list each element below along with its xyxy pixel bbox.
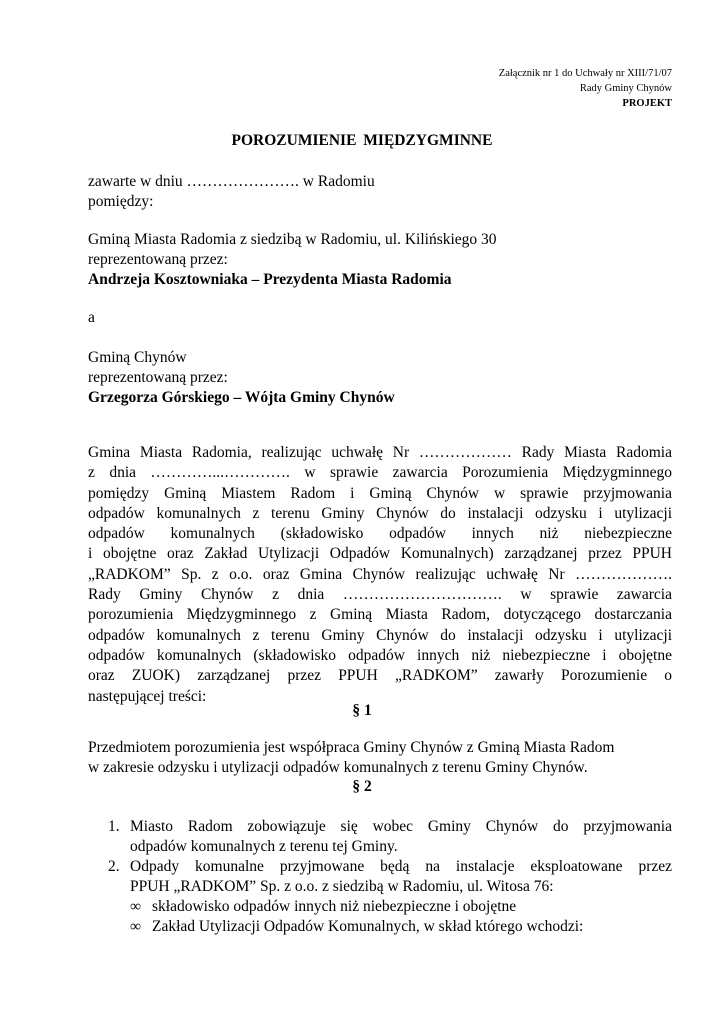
preamble-line: pomiędzy Gminą Miastem Radom i Gminą Chynów w sprawie przyjmowania [88, 484, 672, 502]
intro-line-2: pomiędzy: [88, 193, 154, 210]
preamble-line: Rady Gminy Chynów z dnia …………………………. w sprawie zawarcia [88, 586, 672, 604]
party-2-paragraph [88, 348, 672, 408]
list-item-line: odpadów komunalnych z terenu tej Gminy. [130, 838, 398, 855]
preamble-line: odpadów komunalnych z terenu Gminy Chynów do instalacji odzysku i utylizacji [88, 626, 672, 644]
infinity-bullet-icon: ∞ [130, 918, 142, 935]
list-item-line: Miasto Radom zobowiązuje się wobec Gminy Chynów do przyjmowania [130, 818, 672, 835]
list-item [88, 817, 672, 857]
infinity-bullet-icon: ∞ [130, 898, 142, 915]
bullet-item [88, 917, 672, 937]
attachment-note-line-2: Rady Gminy Chynów [579, 83, 672, 94]
intro-paragraph [88, 172, 672, 212]
preamble-line: oraz ZUOK) zarządzanej przez PPUH „RADKOM” zawarły Porozumienie o [88, 667, 672, 685]
preamble-line: odpadów komunalnych (składowisko odpadów innych niż niebezpieczne i obojętne [88, 646, 672, 664]
bullet-item-text: Zakład Utylizacji Odpadów Komunalnych, w skład którego wchodzi: [152, 918, 584, 935]
document-title: POROZUMIENIE MIĘDZYGMINNE [231, 132, 493, 149]
intro-line-1: zawarte w dniu …………………. w Radomiu [88, 173, 375, 190]
section-1-line: Przedmiotem porozumienia jest współpraca Gminy Chynów z Gminą Miasta Radom [88, 739, 615, 756]
list-item-number: 1. [108, 818, 120, 835]
party-2-name: Gminą Chynów [88, 349, 187, 366]
party-1-representative: Andrzeja Kosztowniaka – Prezydenta Miasta Radomia [88, 271, 452, 288]
list-item [88, 857, 672, 897]
preamble-line: odpadów komunalnych (składowisko odpadów innych niż niebezpieczne [88, 525, 672, 543]
party-1-represented-by: reprezentowaną przez: [88, 251, 228, 268]
project-label: PROJEKT [622, 98, 672, 109]
conjunction [88, 308, 672, 328]
preamble-line: „RADKOM” Sp. z o.o. oraz Gmina Chynów realizując uchwałę Nr ………………. [88, 565, 672, 583]
preamble-line: z dnia …………...…………. w sprawie zawarcia Porozumienia Międzygminnego [88, 464, 672, 482]
party-2-representative: Grzegorza Górskiego – Wójta Gminy Chynów [88, 389, 395, 406]
attachment-note-line-1: Załącznik nr 1 do Uchwały nr XIII/71/07 [498, 68, 672, 79]
preamble-line: Gmina Miasta Radomia, realizując uchwałę Nr ……………… Rady Miasta Radomia [88, 444, 672, 461]
list-item-line: Odpady komunalne przyjmowane będą na instalacje eksploatowane przez [130, 858, 672, 875]
section-1-mark: § 1 [352, 702, 372, 719]
section-2-mark: § 2 [352, 778, 372, 795]
preamble-line: następującej treści: [88, 687, 207, 705]
preamble-line: porozumienia Międzygminnego z Gminą Miasta Radom, dotyczącego dostarczania [88, 606, 672, 624]
preamble-paragraph [88, 443, 672, 707]
list-item-line: PPUH „RADKOM” Sp. z o.o. z siedzibą w Radomiu, ul. Witosa 76: [130, 878, 554, 895]
party-1-name: Gminą Miasta Radomia z siedzibą w Radomiu, ul. Kilińskiego 30 [88, 231, 497, 248]
conjunction-text: a [88, 309, 95, 326]
preamble-line: i obojętne oraz Zakład Utylizacji Odpadów Komunalnych) zarządzanej przez PPUH [88, 545, 672, 563]
section-1-paragraph [88, 738, 672, 778]
party-1-paragraph [88, 230, 672, 290]
bullet-item-text: składowisko odpadów innych niż niebezpieczne i obojętne [152, 898, 517, 915]
attachment-note [499, 66, 672, 111]
section-2-list [88, 817, 672, 937]
section-1-line: w zakresie odzysku i utylizacji odpadów komunalnych z terenu Gminy Chynów. [88, 759, 588, 776]
list-item-number: 2. [108, 858, 120, 875]
bullet-item [88, 897, 672, 917]
party-2-represented-by: reprezentowaną przez: [88, 369, 228, 386]
preamble-line: odpadów komunalnych z terenu Gminy Chynów do instalacji odzysku i utylizacji [88, 504, 672, 522]
